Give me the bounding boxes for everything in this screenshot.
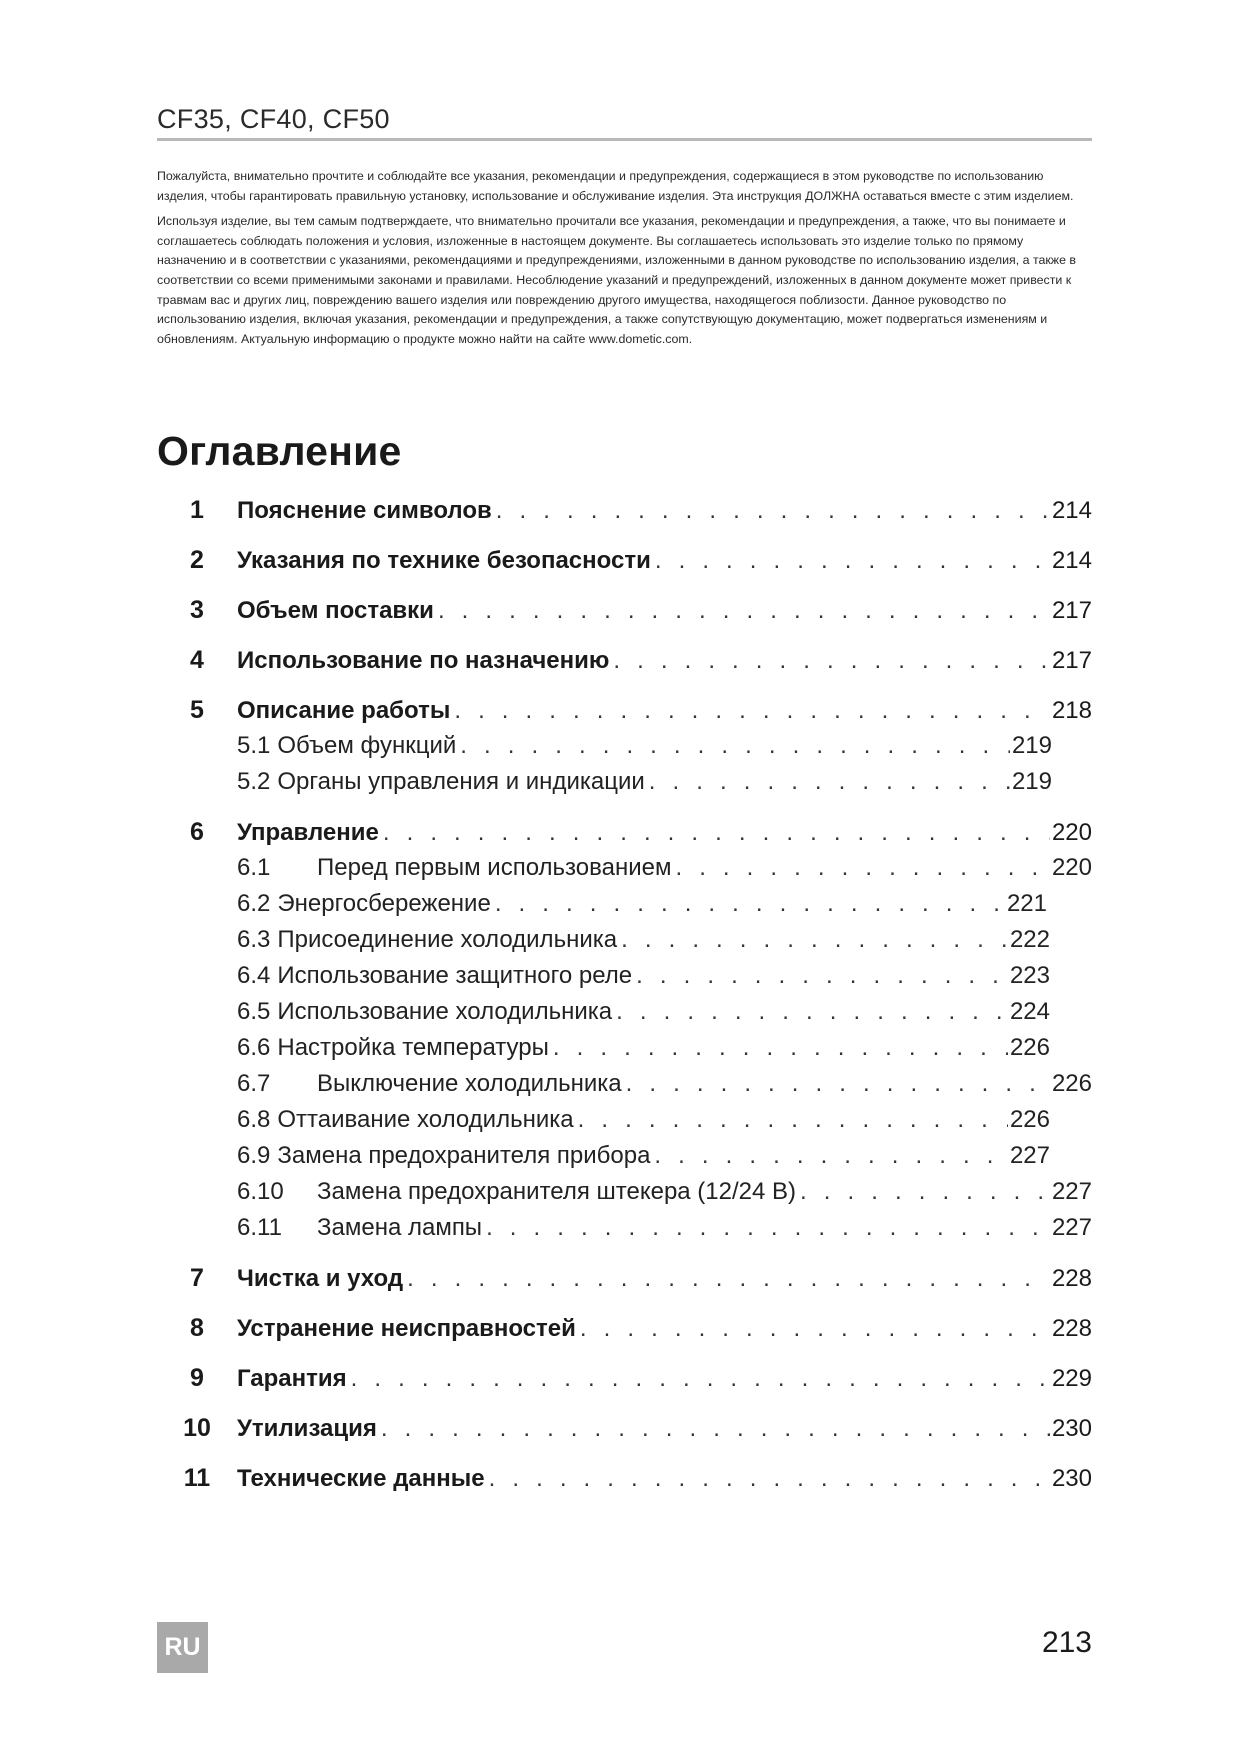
toc-entry-number: 2 [190,546,204,574]
toc-entry-page: 230 [1051,1415,1092,1442]
toc-subentry-page: 227 [1051,1178,1092,1205]
toc-entry-number: 9 [190,1364,204,1392]
intro-text [157,167,1092,355]
toc-dot-leader [626,1070,1050,1098]
toc-entry-page: 214 [1051,547,1092,574]
toc-dot-leader [454,697,1050,725]
toc-subentry-5-1[interactable] [157,732,1052,768]
toc-subentry-number: 6.2 [237,890,271,917]
header-divider [157,138,1092,141]
toc-subentry-6-1[interactable] [157,854,1092,890]
toc-subentry-page: 226 [1051,1070,1092,1097]
toc-dot-leader [675,854,1050,882]
toc-subentry-5-2[interactable] [157,768,1052,804]
toc-subentry-number: 5.2 [237,768,271,795]
toc-subentry-number: 6.3 [237,926,271,953]
toc-entry-page: 229 [1051,1365,1092,1392]
toc-subentry-number: 6.8 [237,1106,271,1133]
toc-entry-8[interactable] [157,1314,1092,1350]
toc-entry-number: 7 [190,1264,204,1292]
toc-subentry-page: 222 [1009,926,1050,953]
toc-entry-page: 218 [1051,697,1092,724]
toc-subentry-number: 5.1 [237,732,271,759]
toc-subentry-label: Оттаивание холодильника [277,1106,574,1133]
intro-paragraph-2: Используя изделие, вы тем самым подтверждаете, что внимательно прочитали все указания, рекомендации и предупреждения, а также, что вы понимаете и соглашаетесь соблюдать положения и условия, изложенные в настоящем документе. Вы соглашаетесь использовать это изделие только по прямому назначению и в соответствии с указаниями, рекомендациями и предупреждениями, изложенными в данном руководстве по использованию изделия, а также в соответствии со всеми применимыми законами и правилами. Несоблюдение указаний и предупреждений, изложенных в данном документе может привести к травмам вас и других лиц, повреждению вашего изделия или повреждению другого имущества, находящегося поблизости. Данное руководство по использованию изделия, включая указания, рекомендации и предупреждения, а также сопутствующую документацию, может подвергаться изменениям и обновлениям. Актуальную информацию о продукте можно найти на сайте www.dometic.com. [157,214,1076,346]
table-of-contents [157,496,1092,1500]
toc-entry-3[interactable] [157,596,1092,632]
toc-entry-number: 11 [183,1464,211,1492]
toc-entry-label: Пояснение символов [237,497,492,524]
toc-entry-label: Устранение неисправностей [237,1315,576,1342]
toc-entry-page: 228 [1051,1265,1092,1292]
toc-dot-leader [486,1214,1050,1242]
toc-subentry-page: 223 [1009,962,1050,989]
page-number: 213 [1041,1626,1092,1659]
toc-subentry-label: Замена лампы [317,1214,483,1241]
toc-dot-leader [578,1106,1008,1134]
toc-entry-number: 10 [183,1414,211,1442]
toc-subentry-number: 6.4 [237,962,271,989]
toc-subentry-page: 219 [1011,768,1052,795]
toc-entry-number: 4 [190,646,204,674]
toc-dot-leader [489,1465,1050,1493]
toc-entry-label: Описание работы [237,697,451,724]
toc-subentry-number: 6.1 [237,854,271,881]
toc-dot-leader [613,647,1050,675]
toc-subentry-6-3[interactable] [157,926,1050,962]
toc-entry-label: Технические данные [237,1465,485,1492]
toc-dot-leader [381,1415,1050,1443]
toc-entry-label: Гарантия [237,1365,347,1392]
toc-entry-label: Указания по технике безопасности [237,547,651,574]
toc-title: Оглавление [157,428,402,474]
toc-dot-leader [580,1315,1050,1343]
toc-dot-leader [496,497,1050,525]
toc-subentry-label: Органы управления и индикации [277,768,645,795]
toc-entry-1[interactable] [157,496,1092,532]
toc-entry-label: Управление [237,819,379,846]
toc-subentry-label: Перед первым использованием [317,854,672,881]
toc-entry-number: 6 [190,818,204,846]
toc-subentry-page: 227 [1051,1214,1092,1241]
toc-entry-number: 5 [190,696,204,724]
toc-entry-page: 228 [1051,1315,1092,1342]
toc-subentry-page: 221 [1006,890,1047,917]
toc-dot-leader [800,1178,1050,1206]
toc-subentry-label: Энергосбережение [277,890,491,917]
toc-subentry-page: 220 [1051,854,1092,881]
toc-subentry-label: Присоединение холодильника [277,926,618,953]
toc-entry-number: 8 [190,1314,204,1342]
language-badge: RU [157,1622,208,1673]
toc-subentry-number: 6.11 [237,1214,282,1241]
toc-entry-page: 217 [1051,647,1092,674]
toc-entry-page: 217 [1051,597,1092,624]
toc-dot-leader [438,597,1050,625]
intro-paragraph-1: Пожалуйста, внимательно прочтите и соблюдайте все указания, рекомендации и предупреждения, содержащиеся в этом руководстве по использованию изделия, чтобы гарантировать правильную установку, использование и обслуживание изделия. Эта инструкция ДОЛЖНА оставаться вместе с этим изделием. [157,169,1074,203]
toc-dot-leader [621,926,1008,954]
toc-subentry-label: Использование защитного реле [277,962,633,989]
toc-dot-leader [655,547,1050,575]
toc-dot-leader [649,768,1010,796]
toc-subentry-number: 6.5 [237,998,271,1025]
toc-entry-2[interactable] [157,546,1092,582]
toc-subentry-page: 224 [1009,998,1050,1025]
toc-subentry-label: Настройка температуры [277,1034,549,1061]
toc-entry-6[interactable] [157,818,1092,854]
toc-subentry-6-4[interactable] [157,962,1050,998]
toc-entry-page: 220 [1051,819,1092,846]
toc-entry-11[interactable] [157,1464,1092,1500]
toc-subentry-number: 6.10 [237,1178,284,1205]
toc-entry-label: Утилизация [237,1415,377,1442]
toc-subentry-6-10[interactable] [157,1178,1092,1214]
toc-entry-9[interactable] [157,1364,1092,1400]
toc-subentry-6-6[interactable] [157,1034,1050,1070]
toc-entry-10[interactable] [157,1414,1092,1450]
toc-entry-label: Чистка и уход [237,1265,404,1292]
toc-subentry-6-11[interactable] [157,1214,1092,1250]
toc-subentry-label: Замена предохранителя штекера (12/24 В) [317,1178,797,1205]
toc-entry-number: 1 [190,496,204,524]
toc-dot-leader [383,819,1050,847]
toc-subentry-number: 6.9 [237,1142,271,1169]
toc-entry-label: Использование по назначению [237,647,610,674]
document-header-title: CF35, CF40, CF50 [157,104,390,134]
toc-subentry-label: Выключение холодильника [317,1070,622,1097]
toc-entry-7[interactable] [157,1264,1092,1300]
toc-subentry-6-7[interactable] [157,1070,1092,1106]
toc-subentry-6-2[interactable] [157,890,1047,926]
toc-entry-4[interactable] [157,646,1092,682]
toc-dot-leader [654,1142,1008,1170]
toc-entry-number: 3 [190,596,204,624]
toc-subentry-page: 227 [1009,1142,1050,1169]
toc-dot-leader [495,890,1005,918]
toc-subentry-6-8[interactable] [157,1106,1050,1142]
toc-entry-5[interactable] [157,696,1092,732]
toc-entry-label: Объем поставки [237,597,434,624]
toc-dot-leader [407,1265,1050,1293]
toc-dot-leader [460,732,1010,760]
toc-entry-page: 230 [1051,1465,1092,1492]
toc-dot-leader [616,998,1008,1026]
toc-dot-leader [351,1365,1050,1393]
toc-subentry-page: 226 [1009,1034,1050,1061]
toc-subentry-label: Замена предохранителя прибора [277,1142,651,1169]
toc-subentry-page: 219 [1011,732,1052,759]
toc-subentry-page: 226 [1009,1106,1050,1133]
toc-dot-leader [553,1034,1008,1062]
toc-entry-page: 214 [1051,497,1092,524]
toc-subentry-6-5[interactable] [157,998,1050,1034]
toc-subentry-number: 6.6 [237,1034,271,1061]
toc-subentry-number: 6.7 [237,1070,271,1097]
toc-subentry-label: Объем функций [277,732,457,759]
toc-dot-leader [636,962,1008,990]
toc-subentry-6-9[interactable] [157,1142,1050,1178]
toc-subentry-label: Использование холодильника [277,998,613,1025]
